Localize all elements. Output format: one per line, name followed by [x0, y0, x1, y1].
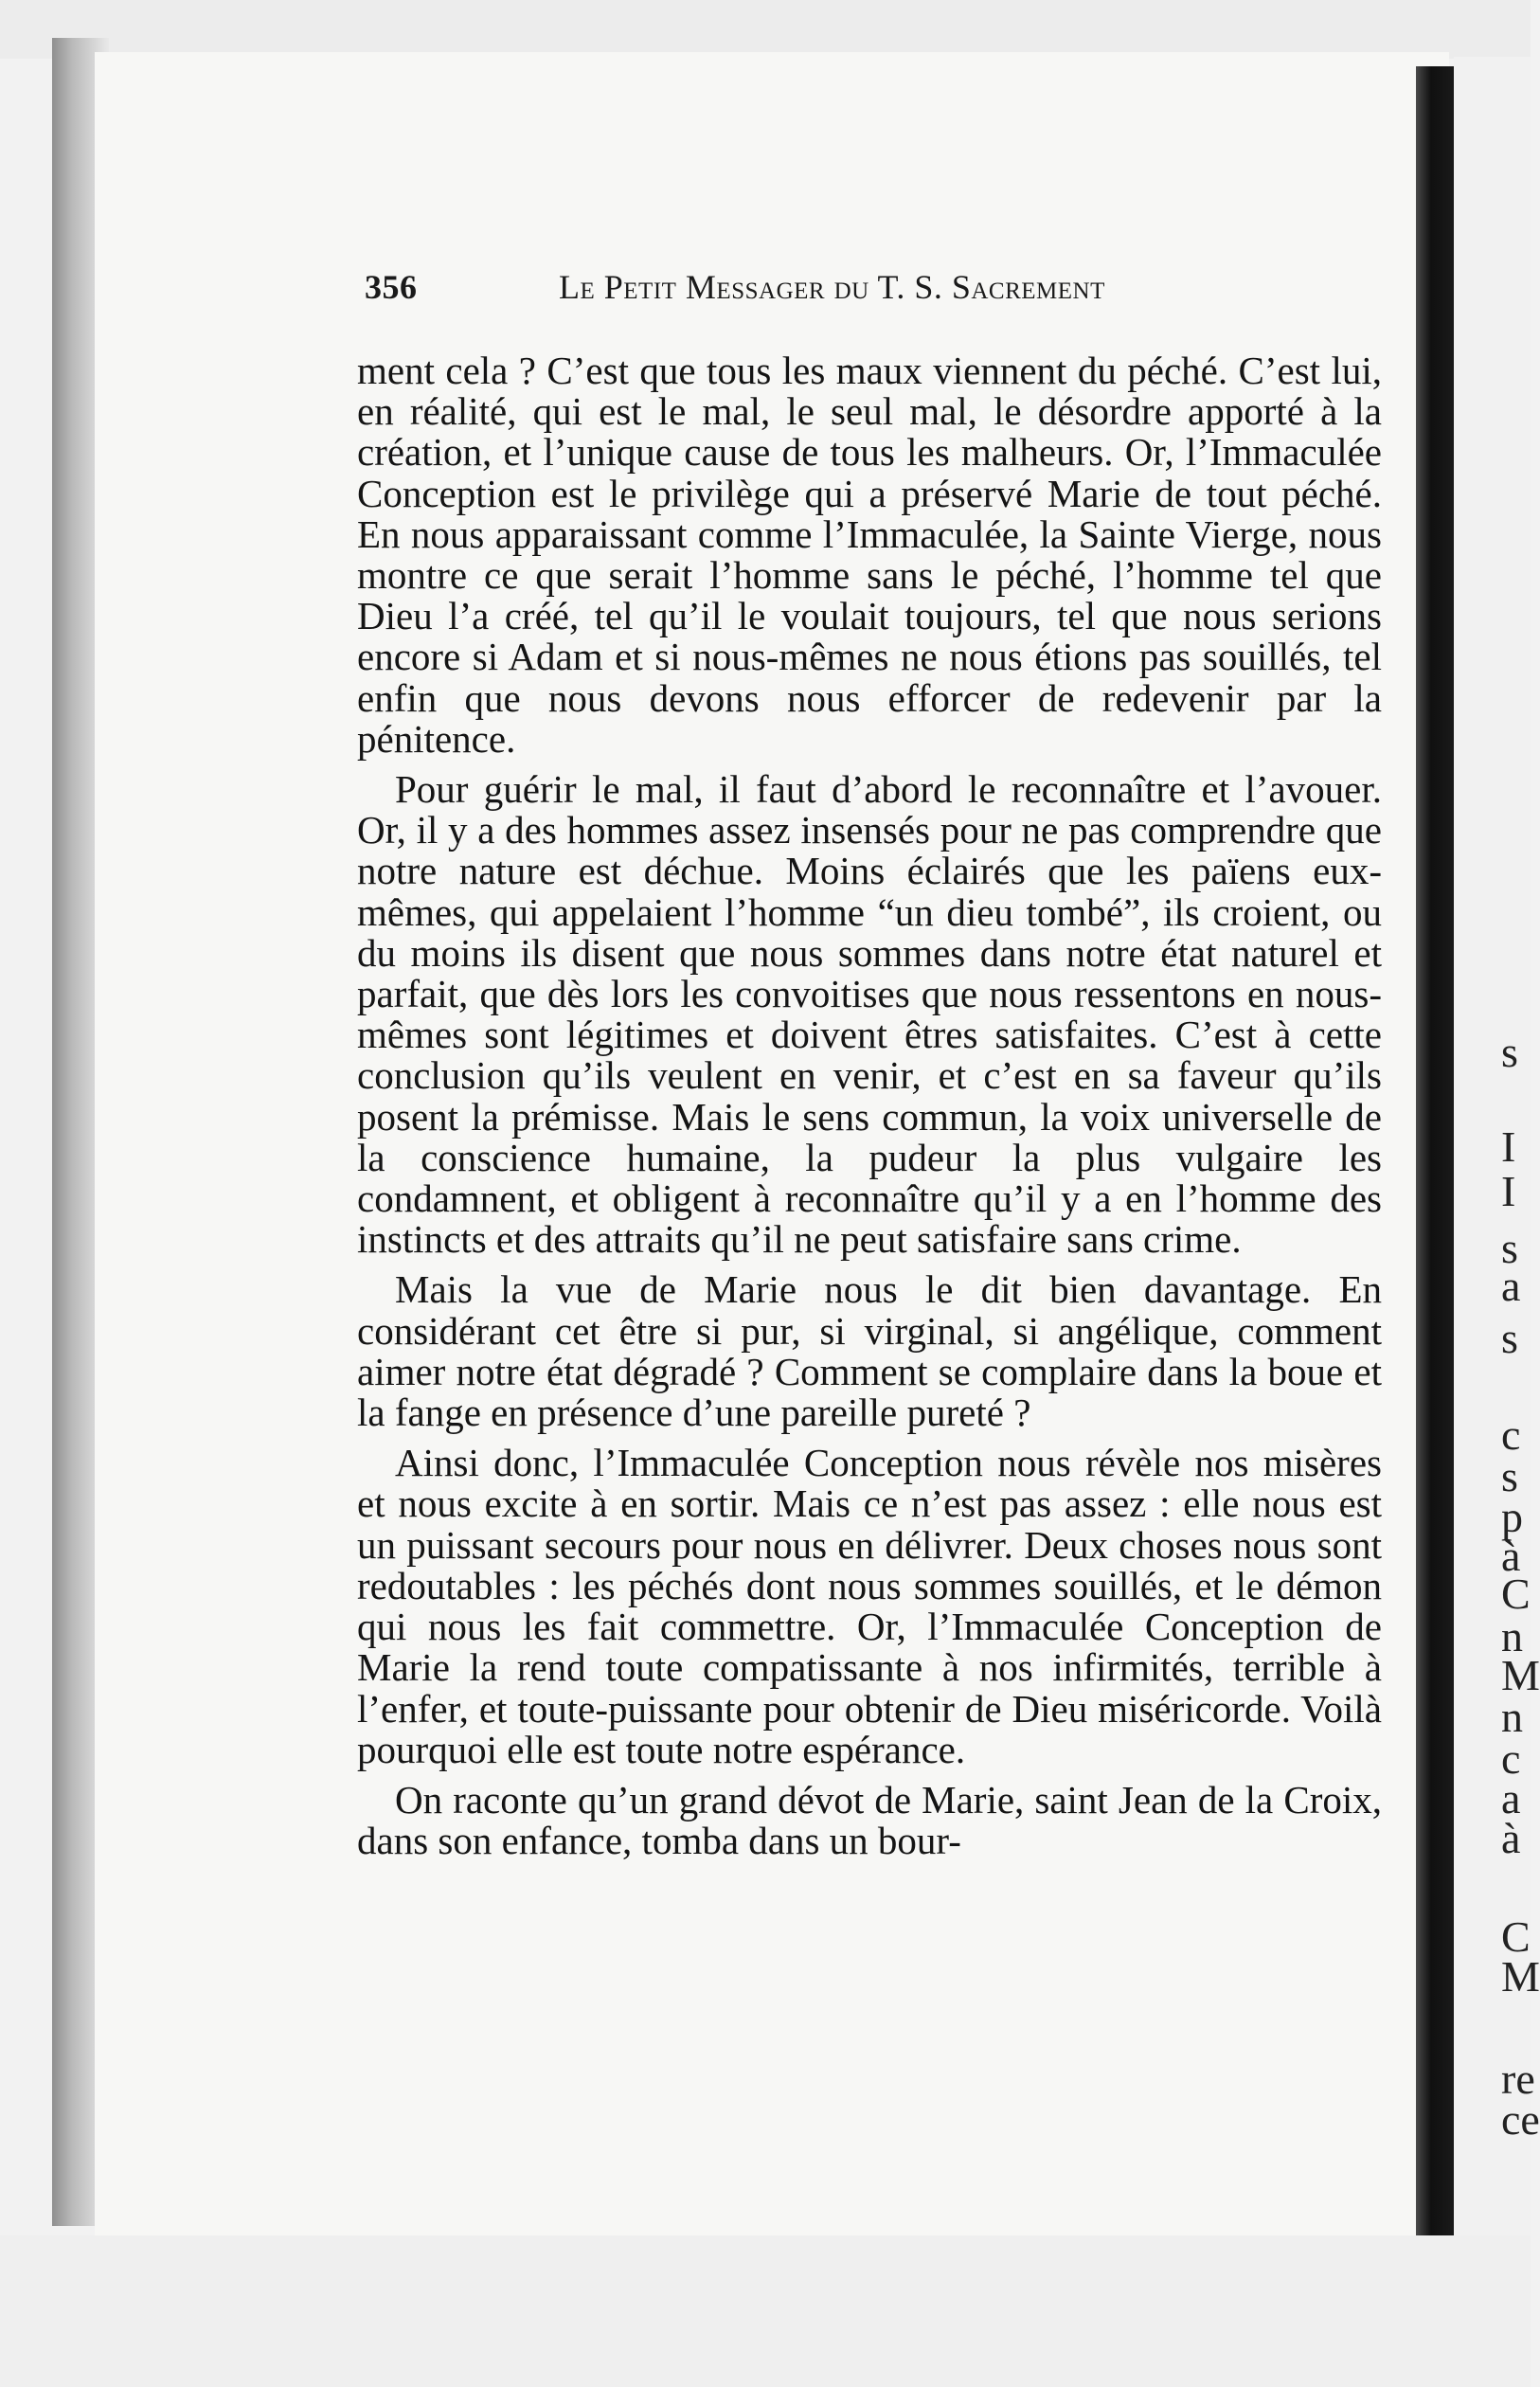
- facing-page-fragment: c: [1501, 1410, 1521, 1459]
- paragraph: Ainsi donc, l’Immaculée Conception nous révèle nos misères et nous excite à en sortir. Mais ce n’est pas assez : elle nous est un puissant secours pour nous en délivrer. Deux choses nous sont redoutables : les péchés dont nous sommes souillés, et le démon qui nous les fait commettre. Or, l’Immaculée Conception de Marie la rend toute compatissante à nos infirmités, terrible à l’enfer, et toute-puissante pour obtenir de Dieu miséricorde. Voilà pourquoi elle est toute notre espérance.: [357, 1441, 1382, 1771]
- facing-page-fragment: n: [1501, 1612, 1523, 1660]
- running-title: Le Petit Messager du T. S. Sacrement: [559, 268, 1105, 306]
- facing-page-fragment: M: [1501, 1952, 1540, 2001]
- book-gutter: [1416, 66, 1454, 2235]
- paragraph: On raconte qu’un grand dévot de Marie, saint Jean de la Croix, dans son enfance, tomba dans un bour-: [357, 1777, 1382, 1863]
- paragraph: Mais la vue de Marie nous le dit bien davantage. En considérant cet être si pur, si virginal, si angélique, comment aimer notre état dégradé ? Comment se complaire dans la boue et la fange en présence d’une pareille pureté ?: [357, 1267, 1382, 1435]
- facing-page-fragment: ce: [1501, 2095, 1540, 2144]
- facing-page-edge: [1454, 57, 1540, 2235]
- facing-page-fragment: a: [1501, 1774, 1521, 1822]
- scan-background-top: [0, 0, 1531, 59]
- facing-page-fragment: p: [1501, 1493, 1523, 1541]
- facing-page-fragment: re: [1501, 2055, 1535, 2103]
- facing-page-fragment: s: [1501, 1224, 1518, 1272]
- facing-page-fragment: I: [1501, 1167, 1516, 1215]
- facing-page-fragment: C: [1501, 1912, 1531, 1961]
- facing-page-fragment: à: [1501, 1532, 1521, 1580]
- facing-page-fragment: C: [1501, 1570, 1531, 1618]
- facing-page-fragment: s: [1501, 1314, 1518, 1362]
- body-text: [357, 350, 1382, 1871]
- facing-page-fragment: I: [1501, 1122, 1516, 1171]
- facing-page-fragment: c: [1501, 1734, 1521, 1783]
- facing-page-fragment: à: [1501, 1814, 1521, 1862]
- facing-page-fragment: M: [1501, 1651, 1540, 1699]
- paragraph: ment cela ? C’est que tous les maux viennent du péché. C’est lui, en réalité, qui est le mal, le seul mal, le désordre apporté à la création, et l’unique cause de tous les malheurs. Or, l’Immaculée Conception est le privilège qui a préservé Marie de tout péché. En nous apparaissant comme l’Immaculée, la Sainte Vierge, nous montre ce que serait l’homme sans le péché, l’homme tel que Dieu l’a créé, tel qu’il le voulait toujours, tel que nous serions encore si Adam et si nous-mêmes ne nous étions pas souillés, tel enfin que nous devons nous efforcer de redevenir par la pénitence.: [357, 349, 1382, 761]
- scan-background-bottom: [0, 2235, 1531, 2387]
- facing-page-fragment: s: [1501, 1028, 1518, 1076]
- page-number: 356: [365, 268, 418, 306]
- paragraph: Pour guérir le mal, il faut d’abord le reconnaître et l’avouer. Or, il y a des hommes assez insensés pour ne pas comprendre que notre nature est déchue. Moins éclairés que les païens eux-mêmes, qui appelaient l’homme “un dieu tombé”, ils croient, ou du moins ils disent que nous sommes dans notre état naturel et parfait, que dès lors les convoitises que nous ressentons en nous-mêmes sont légitimes et doivent êtres satisfaites. C’est à cette conclusion qu’ils veulent en venir, et c’est en sa faveur qu’ils posent la prémisse. Mais le sens commun, la voix universelle de la conscience humaine, la pudeur la plus vulgaire les condamnent, et obligent à reconnaître qu’il y a en l’homme des instincts et des attraits qu’il ne peut satisfaire sans crime.: [357, 767, 1382, 1262]
- facing-page-fragment: s: [1501, 1452, 1518, 1500]
- facing-page-fragment: n: [1501, 1693, 1523, 1741]
- facing-page-fragment: a: [1501, 1262, 1521, 1310]
